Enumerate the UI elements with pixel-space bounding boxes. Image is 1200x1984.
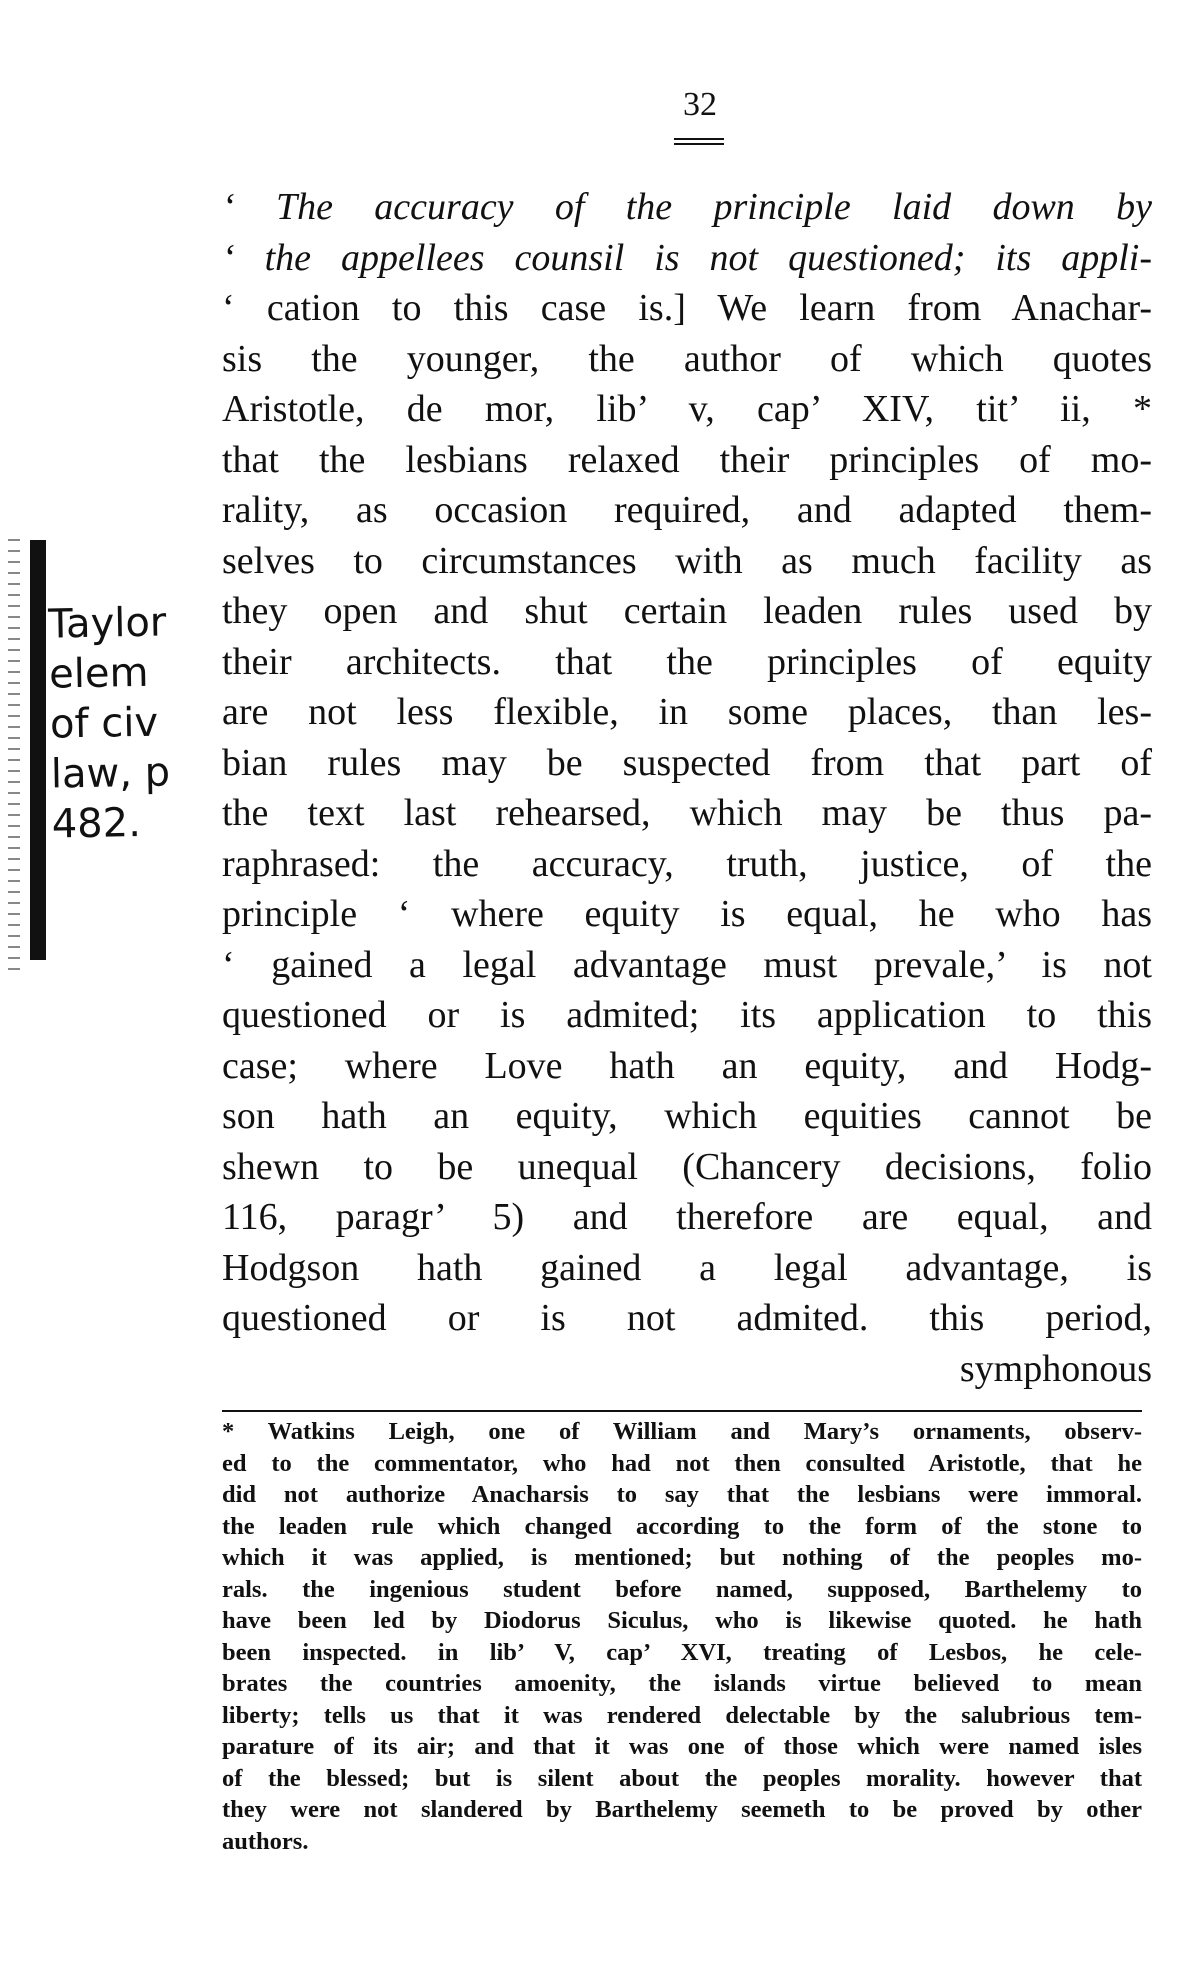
margin-note-line: Taylor (47, 599, 167, 648)
margin-note-line: elem (48, 649, 149, 698)
text-line: raphrased: the accuracy, truth, justice, of the (222, 842, 1152, 885)
footnote-line: they were not slandered by Barthelemy seemeth to be proved by other (222, 1796, 1142, 1823)
footnote-line: of the blessed; but is silent about the peoples morality. however that (222, 1764, 1142, 1792)
page-number: 32 (683, 86, 717, 123)
text-line: ‘ cation to this case is.] We learn from Anachar- (222, 287, 1152, 329)
footnote-line: liberty; tells us that it was rendered delectable by the salubrious tem- (222, 1701, 1142, 1729)
text-line: ‘ gained a legal advantage must prevale,’ is not (222, 943, 1152, 986)
text-line: questioned or is admited; its application to this (222, 994, 1152, 1036)
margin-ink-bar (30, 540, 46, 960)
footnote-rule (222, 1410, 1142, 1412)
text-line: principle ‘ where equity is equal, he who has (222, 893, 1152, 935)
margin-scan-specks (8, 530, 20, 970)
text-line: are not less flexible, in some places, than les- (222, 691, 1152, 733)
text-line: bian rules may be suspected from that part of (222, 741, 1152, 784)
text-line: shewn to be unequal (Chancery decisions, folio (222, 1145, 1152, 1188)
text-line: Aristotle, de mor, lib’ v, cap’ XIV, tit’ ii, * (222, 388, 1152, 430)
text-line: rality, as occasion required, and adapted them- (222, 489, 1152, 531)
margin-note-line: of civ (49, 699, 159, 748)
margin-note-line: law, p (50, 749, 171, 798)
text-line: their architects. that the principles of equity (222, 640, 1152, 683)
text-line: ‘ The accuracy of the principle laid down by (222, 186, 1152, 228)
text-line: sis the younger, the author of which quotes (222, 337, 1152, 380)
footnote-line: which it was applied, is mentioned; but nothing of the peoples mo- (222, 1544, 1142, 1571)
text-line: the text last rehearsed, which may be thus pa- (222, 792, 1152, 834)
footnote-line: parature of its air; and that it was one of those which were named isles (222, 1733, 1142, 1760)
footnote-line: ed to the commentator, who had not then consulted Aristotle, that he (222, 1449, 1142, 1477)
footnote (222, 1416, 1142, 1857)
text-line: case; where Love hath an equity, and Hodg- (222, 1044, 1152, 1087)
text-line: Hodgson hath gained a legal advantage, is (222, 1246, 1152, 1289)
catchword: symphonous (959, 1347, 1152, 1390)
footnote-line: the leaden rule which changed according to the form of the stone to (222, 1512, 1142, 1540)
text-line: ‘ the appellees counsil is not questioned; its appli- (222, 236, 1152, 279)
footnote-line: brates the countries amoenity, the islands virtue believed to mean (222, 1670, 1142, 1697)
text-line: 116, paragr’ 5) and therefore are equal, and (222, 1196, 1152, 1238)
handwritten-margin-note (48, 596, 232, 849)
text-line: questioned or is not admited. this period, (222, 1297, 1152, 1339)
footnote-line: been inspected. in lib’ V, cap’ XVI, treating of Lesbos, he cele- (222, 1638, 1142, 1666)
text-line: they open and shut certain leaden rules used by (222, 590, 1152, 632)
text-line: son hath an equity, which equities cannot be (222, 1095, 1152, 1137)
text-line: selves to circumstances with as much facility as (222, 539, 1152, 582)
footnote-line: rals. the ingenious student before named, supposed, Barthelemy to (222, 1575, 1142, 1603)
footnote-line: did not authorize Anacharsis to say that the lesbians were immoral. (222, 1481, 1142, 1508)
text-line: that the lesbians relaxed their principles of mo- (222, 438, 1152, 481)
footnote-line: have been led by Diodorus Siculus, who is likewise quoted. he hath (222, 1607, 1142, 1634)
footnote-line: authors. (222, 1827, 309, 1855)
margin-note-line: 482. (51, 800, 142, 848)
footnote-line: * Watkins Leigh, one of William and Mary’s ornaments, observ- (222, 1418, 1142, 1445)
page-number-rule (674, 138, 724, 145)
body-text (222, 182, 1152, 1394)
